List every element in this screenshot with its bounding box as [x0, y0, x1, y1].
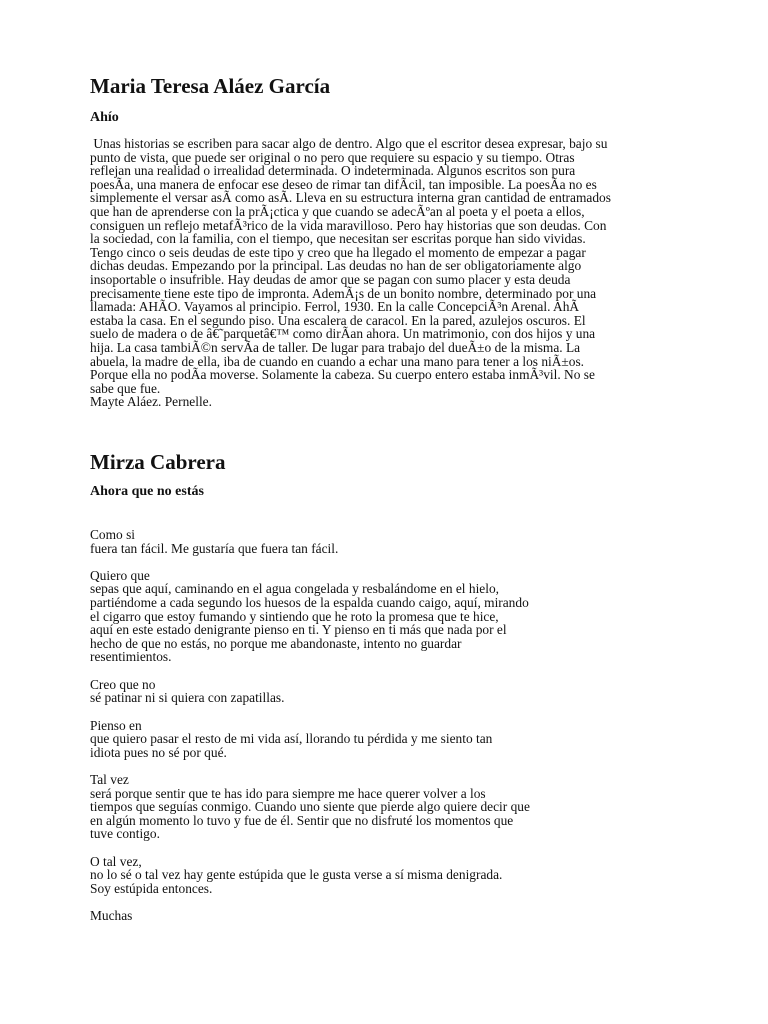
poem-stanza	[90, 719, 530, 760]
poem-line: en algún momento lo tuvo y fue de él. Sentir que no disfruté los momentos que	[90, 812, 514, 828]
poem-body	[90, 528, 530, 936]
text-line: reflejan una realidad o irrealidad determinada. O indeterminada. Algunos escritos son pura	[90, 163, 576, 179]
poem-line: tuve contigo.	[90, 826, 160, 842]
poem-line: el cigarro que estoy fumando y sintiendo que he roto la promesa que te hice,	[90, 608, 499, 624]
poem-stanza	[90, 569, 530, 664]
text-line: sabe que fue.	[90, 380, 161, 396]
poem-line: O tal vez,	[90, 853, 142, 869]
text-line: Unas historias se escriben para sacar algo de dentro. Algo que el escritor desea expresar, bajo su	[90, 136, 608, 151]
poem-line: fuera tan fácil. Me gustaría que fuera tan fácil.	[90, 540, 339, 556]
text-line: consiguen un reflejo metafÃ³rico de la vida maravilloso. Pero hay historias que son deudas. Con	[90, 217, 607, 233]
poem-line: sepas que aquí, caminando en el agua congelada y resbalándome en el hielo,	[90, 581, 499, 597]
text-line: Mayte Aláez. Pernelle.	[90, 394, 212, 410]
poem-line: Tal vez	[90, 772, 129, 788]
poem-line: hecho de que no estás, no porque me abandonaste, intento no guardar	[90, 635, 462, 651]
poem-line: partiéndome a cada segundo los huesos de la espalda cuando caigo, aquí, mirando	[90, 595, 529, 611]
poem-line: no lo sé o tal vez hay gente estúpida que le gusta verse a sí misma denigrada.	[90, 867, 503, 883]
poem-line: Quiero que	[90, 567, 150, 583]
work-title: Ahora que no estás	[90, 484, 204, 499]
poem-stanza	[90, 678, 530, 705]
text-line: llamada: AHÃO. Vayamos al principio. Ferrol, 1930. En la calle ConcepciÃ³n Arenal. AhÃ	[90, 299, 580, 315]
poem-line: Pienso en	[90, 717, 142, 733]
poem-line: aquí en este estado denigrante pienso en ti. Y pienso en ti más que nada por el	[90, 622, 507, 638]
text-line: simplemente el versar asÃ como asÃ. Lleva en su estructura interna gran cantidad de entramados	[90, 190, 611, 206]
poem-line: será porque sentir que te has ido para siempre me hace querer volver a los	[90, 785, 486, 801]
poem-stanza	[90, 773, 530, 841]
poem-stanza	[90, 909, 530, 923]
text-line: dichas deudas. Empezando por la principal. Las deudas no han de ser obligatoriamente algo	[90, 258, 582, 274]
poem-stanza	[90, 855, 530, 896]
prose-body	[90, 137, 611, 409]
text-line: la sociedad, con la familia, con el tiempo, que necesitan ser escritas porque han sido vividas.	[90, 231, 586, 247]
text-line: Tengo cinco o seis deudas de este tipo y creo que ha llegado el momento de empezar a pagar	[90, 244, 586, 260]
poem-line: que quiero pasar el resto de mi vida así, llorando tu pérdida y me siento tan	[90, 731, 493, 747]
poem-line: idiota pues no sé por qué.	[90, 744, 227, 760]
poem-line: sé patinar ni si quiera con zapatillas.	[90, 690, 285, 706]
author-heading: Mirza Cabrera	[90, 450, 226, 474]
poem-line: Creo que no	[90, 676, 156, 692]
author-heading: Maria Teresa Aláez García	[90, 74, 331, 98]
poem-line: Soy estúpida entonces.	[90, 880, 213, 896]
text-line: precisamente tiene este tipo de impronta. AdemÃ¡s de un bonito nombre, determinado por una	[90, 285, 597, 301]
poem-stanza	[90, 528, 530, 555]
text-line: abuela, la madre de ella, iba de cuando en cuando a echar una mano para tener a los niÃ±os.	[90, 353, 585, 369]
text-line: que han de aprenderse con la prÃ¡ctica y que cuando se adecÃºan al poeta y el poeta a ellos,	[90, 203, 585, 219]
poem-line: Como si	[90, 527, 136, 542]
text-line: insoportable o insufrible. Hay deudas de amor que se pagan con sumo placer y esta deuda	[90, 271, 571, 287]
poem-line: Muchas	[90, 908, 133, 924]
text-line: poesÃa, una manera de enfocar ese deseo de rimar tan difÃcil, tan imposible. La poesÃa no es	[90, 176, 597, 192]
text-line: estaba la casa. En el segundo piso. Una escalera de caracol. En la pared, azulejos oscuros. El	[90, 312, 586, 328]
text-line: Porque ella no podÃa moverse. Solamente la cabeza. Su cuerpo entero estaba inmÃ³vil. No se	[90, 367, 595, 383]
work-title: Ahío	[90, 110, 119, 125]
poem-line: resentimientos.	[90, 649, 172, 665]
text-line: suelo de madera o de â€˜parquetâ€™ como dirÃan ahora. Un matrimonio, con dos hijos y una	[90, 326, 596, 342]
text-line: hija. La casa tambiÃ©n servÃa de taller. De lugar para trabajo del dueÃ±o de la misma. La	[90, 339, 581, 355]
poem-line: tiempos que seguías conmigo. Cuando uno siente que pierde algo quiere decir que	[90, 799, 530, 815]
text-line: punto de vista, que puede ser original o no pero que requiere su espacio y su tiempo. Otras	[90, 149, 575, 165]
